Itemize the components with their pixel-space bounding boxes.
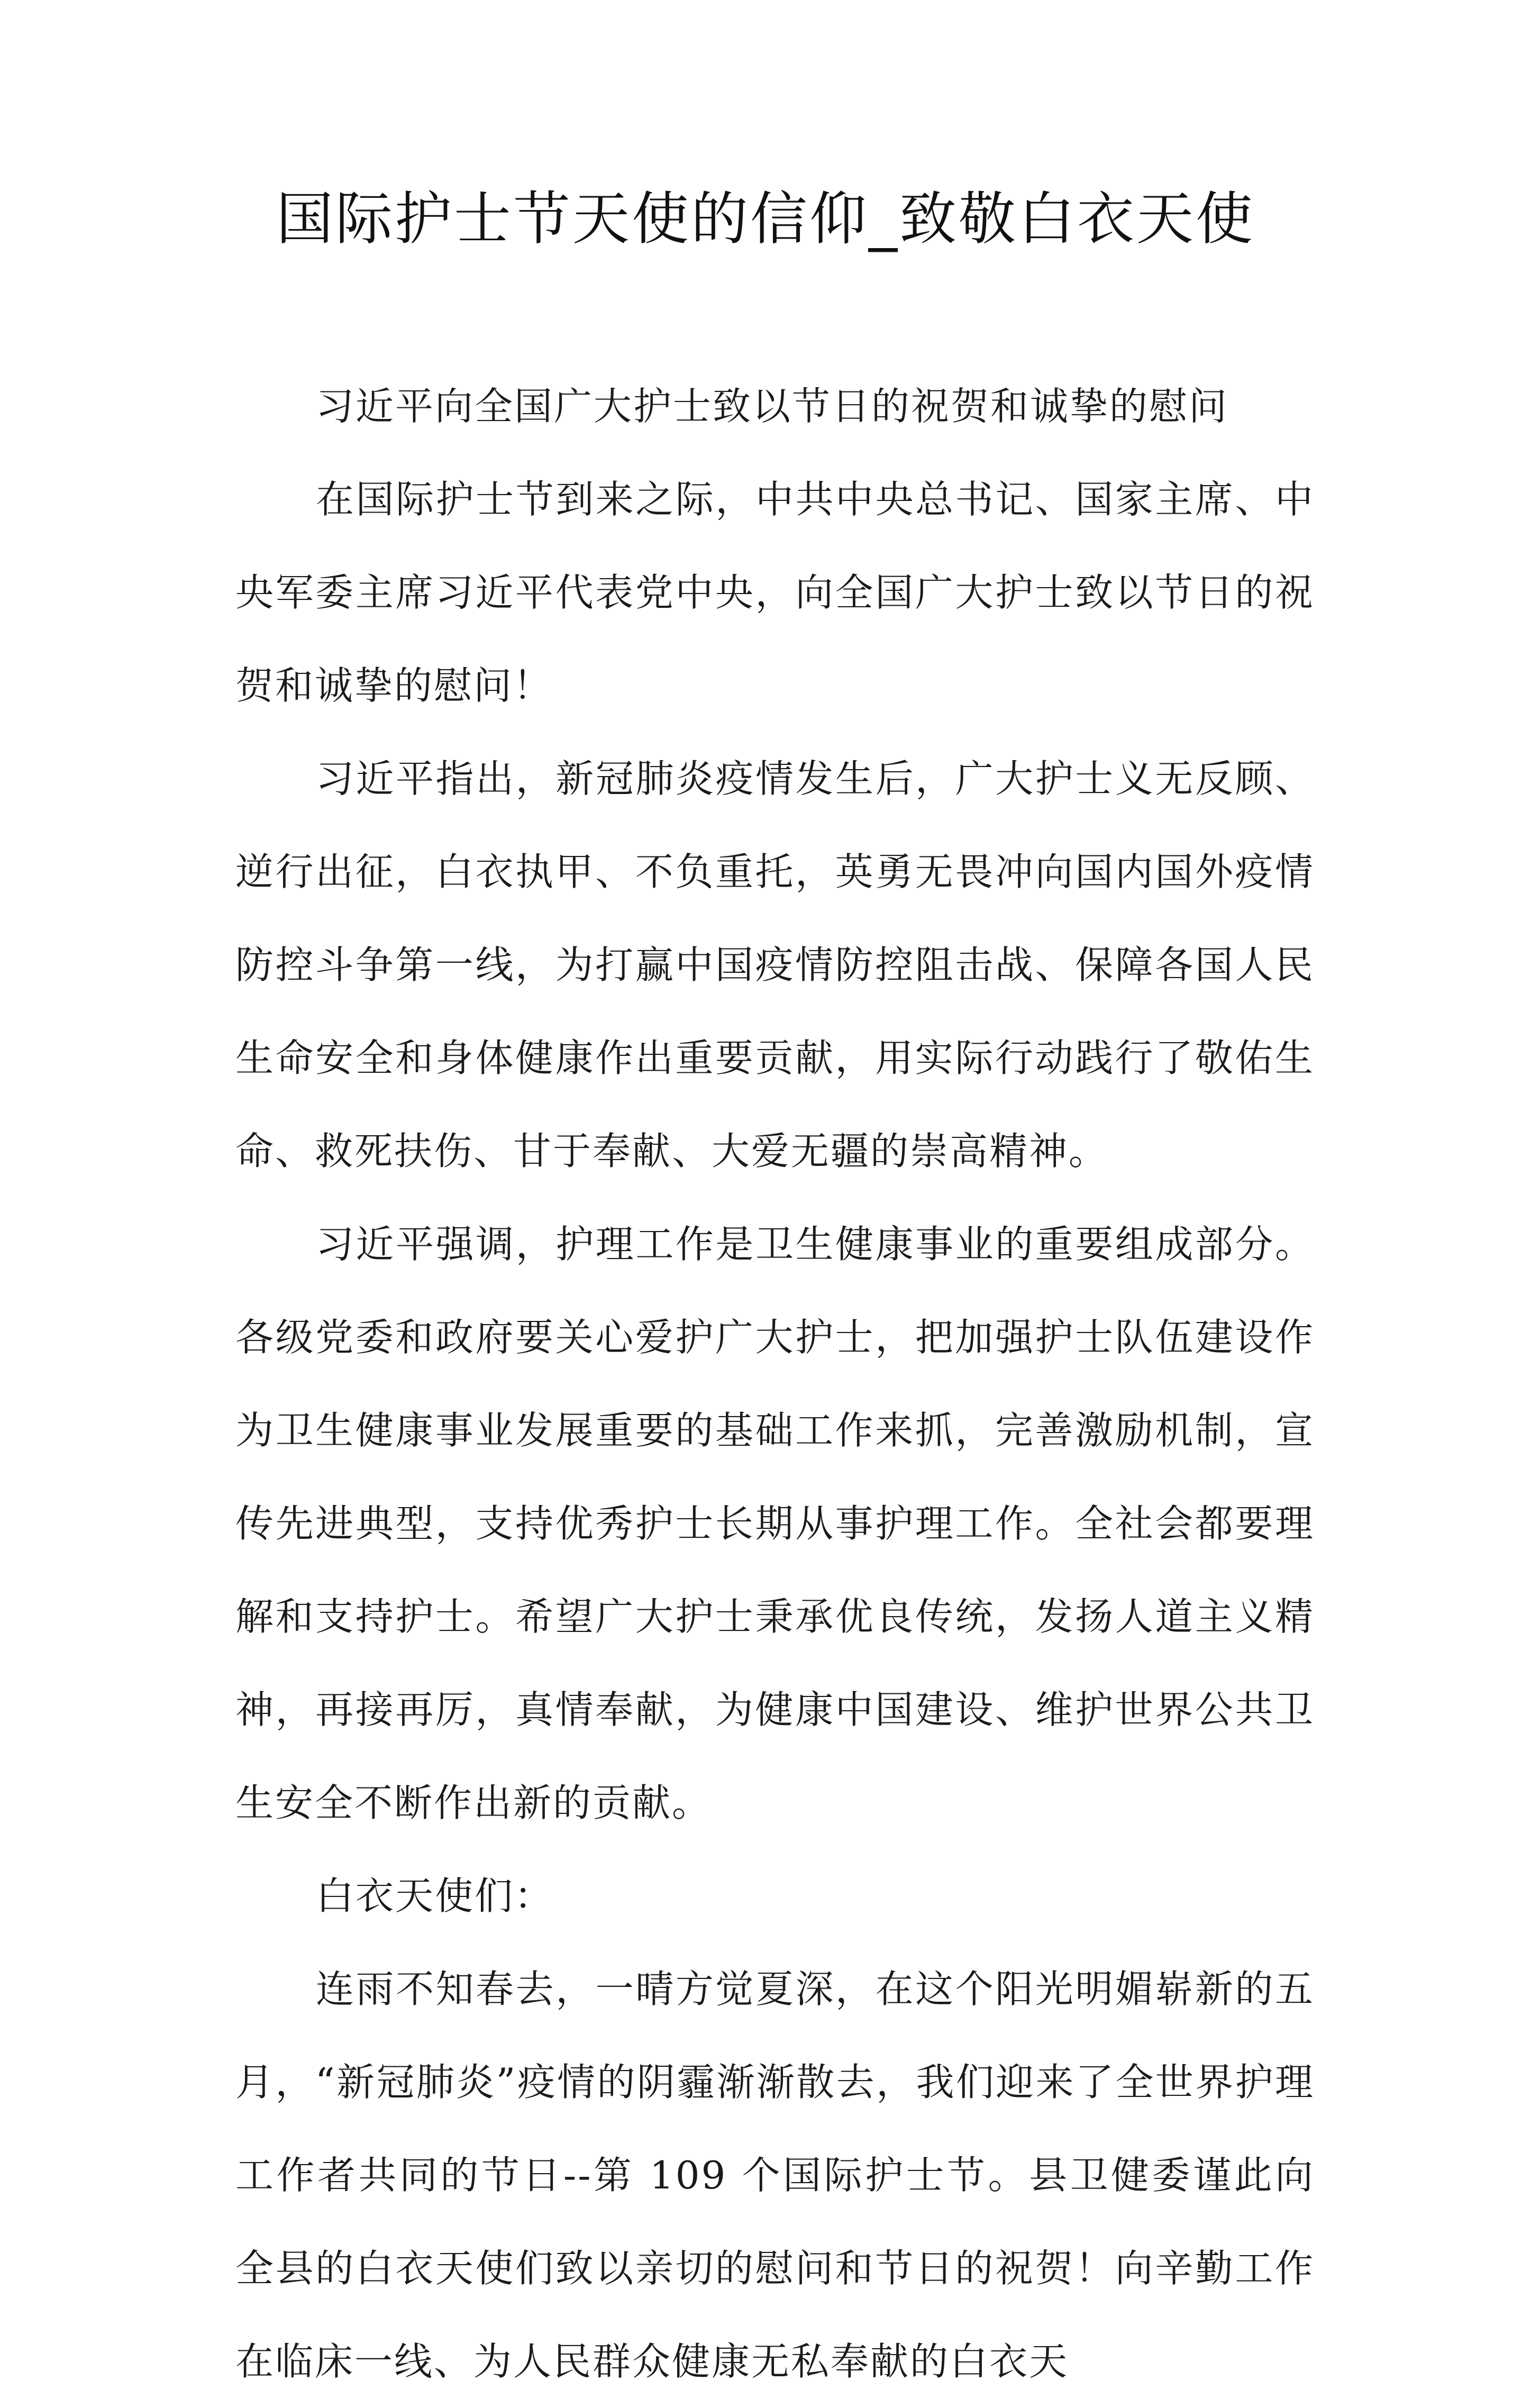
paragraph-3: 习近平指出，新冠肺炎疫情发生后，广大护士义无反顾、逆行出征，白衣执甲、不负重托，英勇无畏冲向国内国外疫情防控斗争第一线，为打赢中国疫情防控阻击战、保障各国人民生命安全和身体健康作出重要贡献，用实际行动践行了敬佑生命、救死扶伤、甘于奉献、大爱无疆的崇高精神。 [235,756,1315,1173]
paragraph-1: 习近平向全国广大护士致以节日的祝贺和诚挚的慰问 [316,384,1229,428]
paragraph-6: 连雨不知春去，一晴方觉夏深，在这个阳光明媚崭新的五月，“新冠肺炎”疫情的阴霾渐渐散去，我们迎来了全世界护理工作者共同的节日--第 109 个国际护士节。县卫健委谨此向全县的白衣天使们致以亲切的慰问和节日的祝贺！向辛勤工作在临床一线、为人民群众健康无私奉献的白衣天 [235,1967,1315,2384]
paragraph-5: 白衣天使们： [316,1874,554,1918]
paragraph-2: 在国际护士节到来之际，中共中央总书记、国家主席、中央军委主席习近平代表党中央，向全国广大护士致以节日的祝贺和诚挚的慰问！ [235,477,1315,708]
paragraph-4: 习近平强调，护理工作是卫生健康事业的重要组成部分。各级党委和政府要关心爱护广大护士，把加强护士队伍建设作为卫生健康事业发展重要的基础工作来抓，完善激励机制，宣传先进典型，支持优秀护士长期从事护理工作。全社会都要理解和支持护士。希望广大护士秉承优良传统，发扬人道主义精神，再接再厉，真情奉献，为健康中国建设、维护世界公共卫生安全不断作出新的贡献。 [235,1222,1315,1825]
document-body [235,360,1315,2408]
document-title: 国际护士节天使的信仰_致敬白衣天使 [276,186,1255,252]
